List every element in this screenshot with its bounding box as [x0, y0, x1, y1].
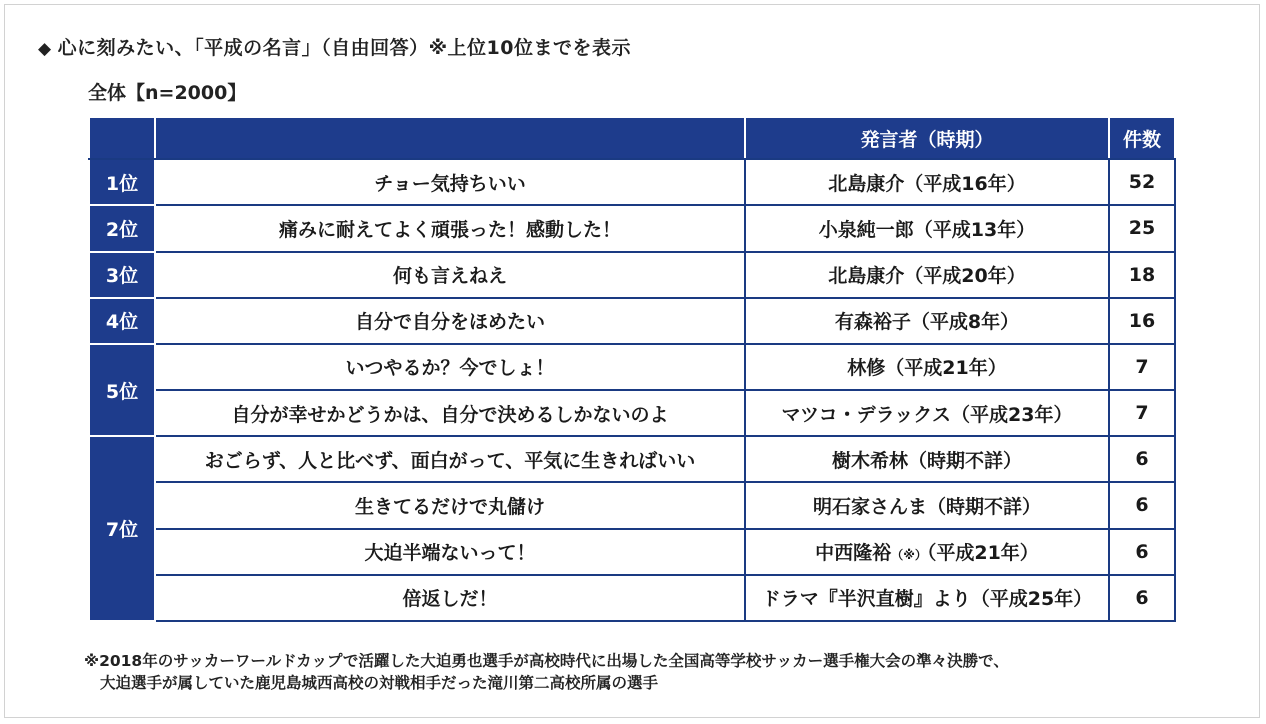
count-cell: 7	[1109, 344, 1175, 390]
speaker-cell: ドラマ『半沢直樹』より（平成25年）	[745, 575, 1109, 621]
phrase-cell: 自分で自分をほめたい	[155, 298, 745, 344]
speaker-cell: マツコ・デラックス（平成23年）	[745, 390, 1109, 436]
table-row	[89, 252, 1175, 298]
footnote-line-2: 大迫選手が属していた鹿児島城西高校の対戦相手だった滝川第二高校所属の選手	[100, 674, 659, 692]
rank-cell: 5位	[89, 344, 155, 436]
phrase-cell: 倍返しだ！	[155, 575, 745, 621]
table-row	[89, 482, 1175, 528]
speaker-cell: 北島康介（平成20年）	[745, 252, 1109, 298]
count-cell: 6	[1109, 575, 1175, 621]
count-cell: 7	[1109, 390, 1175, 436]
phrase-cell: チョー気持ちいい	[155, 159, 745, 205]
header-phrase-blank	[155, 117, 745, 159]
table-row	[89, 575, 1175, 621]
rank-cell: 3位	[89, 252, 155, 298]
count-cell: 6	[1109, 529, 1175, 575]
speaker-cell: 小泉純一郎（平成13年）	[745, 205, 1109, 251]
table-row	[89, 390, 1175, 436]
speaker-cell: 明石家さんま（時期不詳）	[745, 482, 1109, 528]
speaker-cell: 樹木希林（時期不詳）	[745, 436, 1109, 482]
header-speaker: 発言者（時期）	[745, 117, 1109, 159]
phrase-cell: 何も言えねえ	[155, 252, 745, 298]
speaker-cell	[745, 529, 1109, 575]
count-cell: 25	[1109, 205, 1175, 251]
table-row	[89, 529, 1175, 575]
speaker-cell: 北島康介（平成16年）	[745, 159, 1109, 205]
header-count: 件数	[1109, 117, 1175, 159]
count-cell: 52	[1109, 159, 1175, 205]
count-cell: 16	[1109, 298, 1175, 344]
speaker-name: 中西隆裕	[815, 542, 892, 565]
footnote-marker: （※）	[891, 548, 927, 563]
speaker-cell: 林修（平成21年）	[745, 344, 1109, 390]
figure-title	[38, 33, 631, 60]
rank-cell: 4位	[89, 298, 155, 344]
table-row	[89, 344, 1175, 390]
footnote	[84, 650, 1009, 694]
footnote-line-1: ※2018年のサッカーワールドカップで活躍した大迫勇也選手が高校時代に出場した全国高等学校サッカー選手権大会の準々決勝で、	[84, 652, 1009, 670]
phrase-cell: いつやるか？今でしょ！	[155, 344, 745, 390]
phrase-cell: おごらず、人と比べず、面白がって、平気に生きればいい	[155, 436, 745, 482]
rank-cell: 2位	[89, 205, 155, 251]
table-row	[89, 159, 1175, 205]
header-row	[89, 117, 1175, 159]
phrase-cell: 大迫半端ないって！	[155, 529, 745, 575]
title-text: 心に刻みたい、「平成の名言」（自由回答）※上位10位までを表示	[57, 37, 631, 59]
phrase-cell: 自分が幸せかどうかは、自分で決めるしかないのよ	[155, 390, 745, 436]
count-cell: 6	[1109, 436, 1175, 482]
speaker-cell: 有森裕子（平成8年）	[745, 298, 1109, 344]
table-row	[89, 298, 1175, 344]
count-cell: 18	[1109, 252, 1175, 298]
speaker-period: （平成21年）	[926, 542, 1039, 565]
table-row	[89, 205, 1175, 251]
phrase-cell: 痛みに耐えてよく頑張った！感動した！	[155, 205, 745, 251]
rank-cell: 1位	[89, 159, 155, 205]
header-rank-blank	[89, 117, 155, 159]
phrase-cell: 生きてるだけで丸儲け	[155, 482, 745, 528]
ranking-table	[88, 116, 1176, 622]
count-cell: 6	[1109, 482, 1175, 528]
table-row	[89, 436, 1175, 482]
rank-cell: 7位	[89, 436, 155, 621]
sample-size-label: 全体【n=2000】	[88, 82, 247, 104]
diamond-bullet-icon: ◆	[38, 39, 52, 59]
